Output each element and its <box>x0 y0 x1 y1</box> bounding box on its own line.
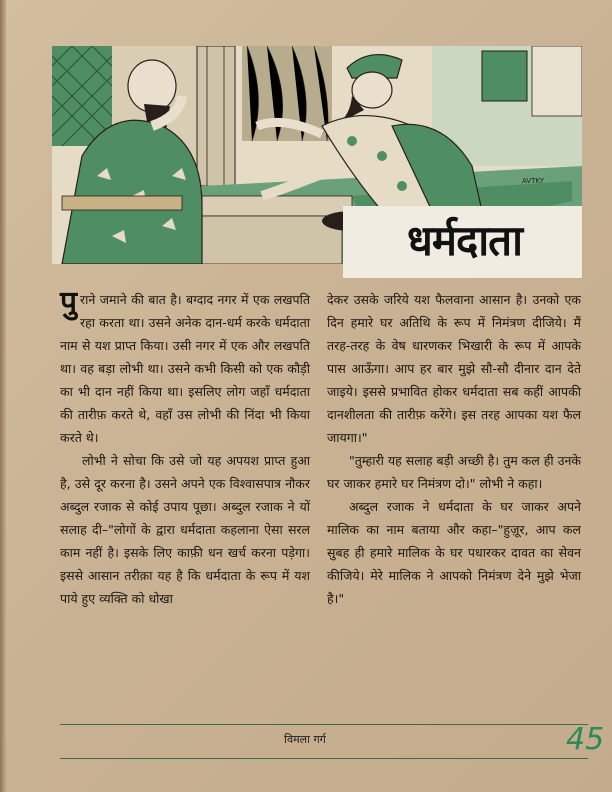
pillar <box>197 46 235 186</box>
step-base <box>202 216 342 264</box>
author-name: विमला गर्ग <box>284 733 326 746</box>
paragraph: लोभी ने सोचा कि उसे जो यह अपयश प्राप्त हुआ है, उसे दूर करना है। उसने अपने एक विश्वासपात्र नौकर अब्दुल रजाक से कोई उपाय पूछा। अब्दुल रजाक ने यों सलाह दी–"लोगों के द्वारा धर्मदाता कहलाना ऐसा सरल काम नहीं है। इसके लिए काफ़ी धन खर्च करना पड़ेगा। इससे आसान तरीक़ा यह है कि धर्मदाता के रूप में यश पाये हुए व्यक्ति को धोखा <box>60 453 310 606</box>
footer-rule-top <box>60 724 588 725</box>
page-spine-shadow <box>0 0 6 792</box>
footer-rule-bottom <box>60 758 588 759</box>
drape <box>532 46 582 116</box>
story-title: धर्मदाता <box>407 216 522 265</box>
drop-cap: पु <box>60 285 78 320</box>
step <box>202 196 352 216</box>
text-column-right <box>327 288 581 610</box>
page-number: 45 <box>566 722 605 757</box>
window <box>482 51 527 101</box>
artist-signature: AVTKY <box>522 177 545 185</box>
text-column-left <box>60 285 310 610</box>
paragraph-text: राने जमाने की बात है। बग्दाद नगर में एक लखपति रहा करता था। उसने अनेक दान-धर्म करके धर्मदाता नाम से यश प्राप्त किया। उसी नगर में एक और लखपति था। वह बड़ा लोभी था। उसने कभी किसी को एक कौड़ी का भी दान नहीं किया था। इसलिए लोग जहाँ धर्मदाता की तारीफ़ करते थे, वहाँ उस लोभी की निंदा भी किया करते थे। <box>60 292 310 445</box>
paragraph: अब्दुल रजाक ने धर्मदाता के घर जाकर अपने मालिक का नाम बताया और कहा–"हुज़ूर, आप कल सुबह ही हमारे मालिक के घर पधारकर दावत का सेवन कीजिये। मेरे मालिक ने आपको निमंत्रण देने मुझे भेजा है।" <box>327 499 581 606</box>
paragraph <box>60 285 310 449</box>
paragraph: "तुम्हारी यह सलाह बड़ी अच्छी है। तुम कल ही उनके घर जाकर हमारे घर निमंत्रण दो।" लोभी ने कहा। <box>327 453 581 491</box>
paragraph: देकर उसके जरिये यश फैलवाना आसान है। उनको एक दिन हमारे घर अतिथि के रूप में निमंत्रण दीजिये। मैं तरह-तरह के वेष धारणकर भिखारी के रूप में आपके पास आऊँगा। आप हर बार मुझे सौ-सौ दीनार दान देते जाइये। इससे प्रभावित होकर धर्मदाता सब कहीं आपकी दानशीलता की तारीफ़ करेंगे। इस तरह आपका यश फैल जायगा।" <box>327 292 581 445</box>
